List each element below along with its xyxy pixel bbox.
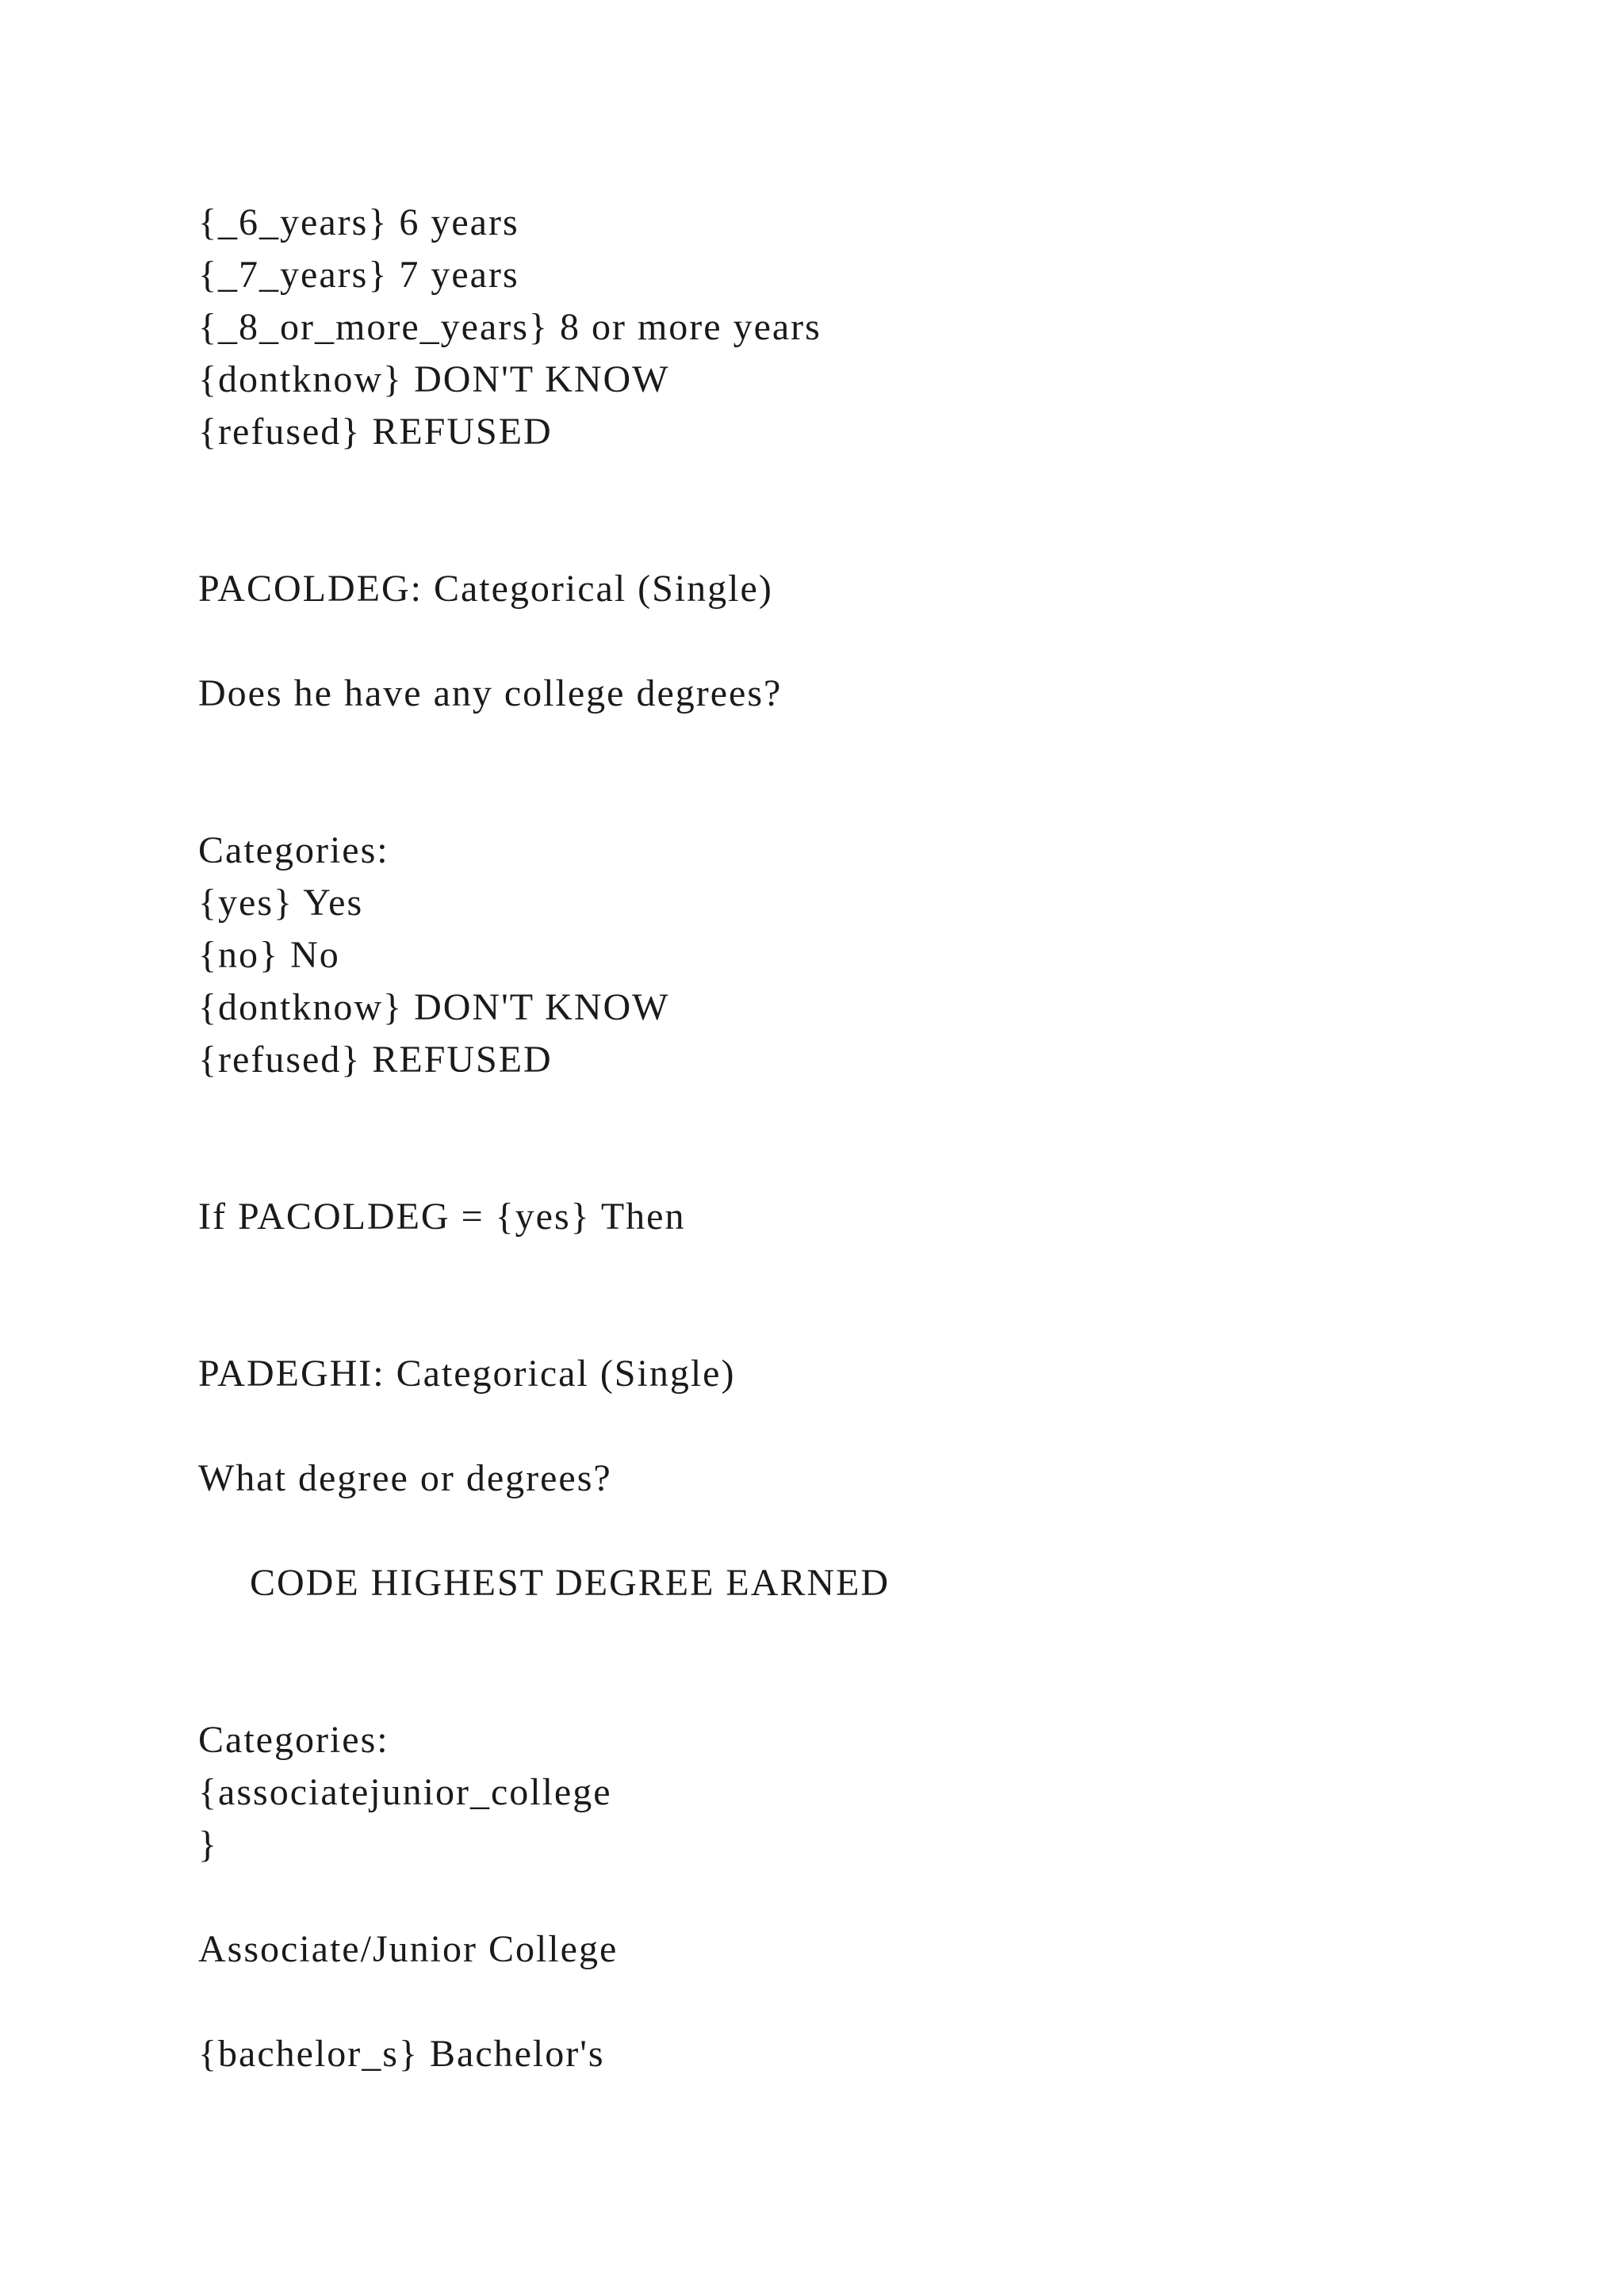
pacoldeg-category-refused: {refused} REFUSED <box>198 1039 553 1081</box>
year-option-7: {_7_years} 7 years <box>198 254 519 296</box>
year-option-refused: {refused} REFUSED <box>198 411 553 453</box>
padeghi-category-code-close: } <box>198 1823 219 1866</box>
year-option-8-or-more: {_8_or_more_years} 8 or more years <box>198 306 822 348</box>
padeghi-categories-label: Categories: <box>198 1719 389 1761</box>
padeghi-category-code: {associatejunior_college <box>198 1771 612 1813</box>
pacoldeg-category-no: {no} No <box>198 934 340 976</box>
padeghi-instruction: CODE HIGHEST DEGREE EARNED <box>250 1562 891 1604</box>
pacoldeg-condition: If PACOLDEG = {yes} Then <box>198 1196 686 1238</box>
pacoldeg-header: PACOLDEG: Categorical (Single) <box>198 568 773 610</box>
padeghi-category-bachelor: {bachelor_s} Bachelor's <box>198 2033 605 2075</box>
padeghi-question: What degree or degrees? <box>198 1457 612 1499</box>
pacoldeg-category-dontknow: {dontknow} DON'T KNOW <box>198 986 670 1028</box>
year-option-6: {_6_years} 6 years <box>198 201 519 243</box>
pacoldeg-category-yes: {yes} Yes <box>198 882 364 924</box>
year-option-dontknow: {dontknow} DON'T KNOW <box>198 358 670 400</box>
pacoldeg-question: Does he have any college degrees? <box>198 672 783 714</box>
padeghi-category-associate-label: Associate/Junior College <box>198 1928 619 1970</box>
padeghi-header: PADEGHI: Categorical (Single) <box>198 1353 736 1395</box>
pacoldeg-categories-label: Categories: <box>198 829 389 871</box>
